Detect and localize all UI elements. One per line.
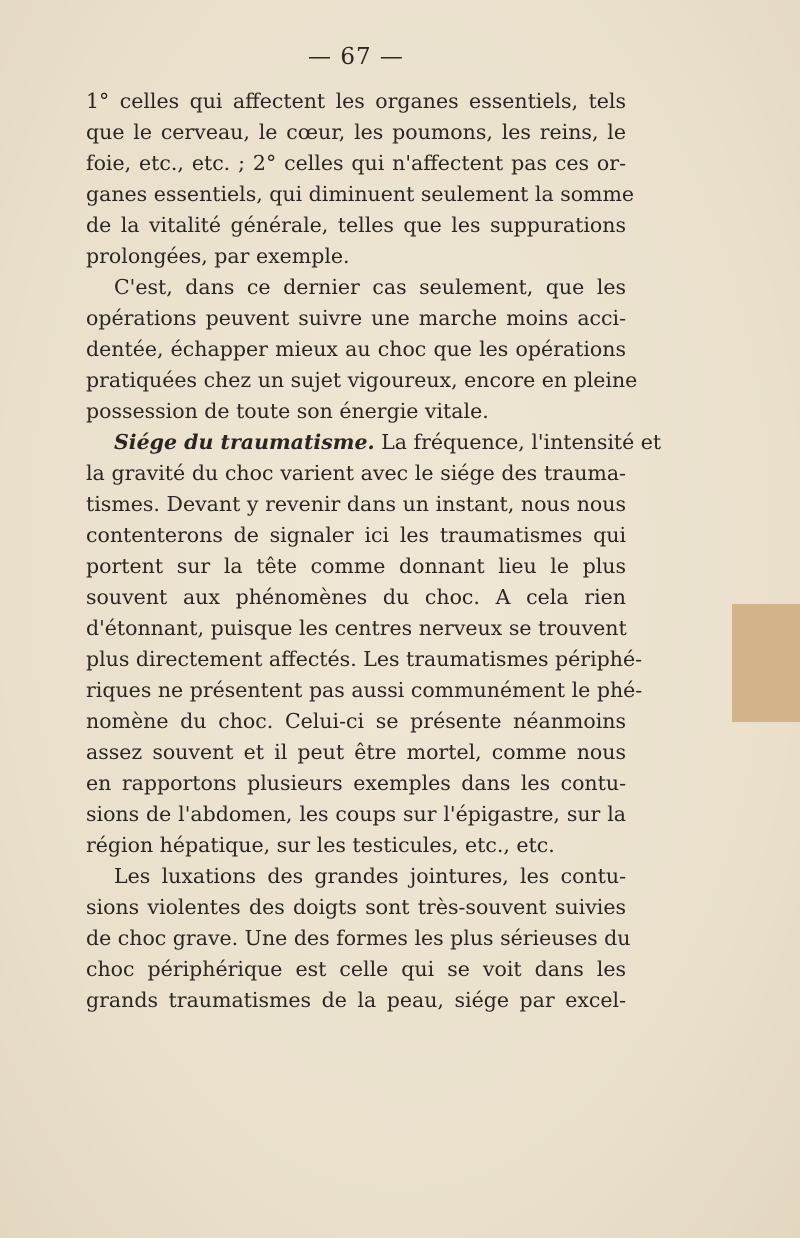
text-line: nomène du choc. Celui-ci se présente néanmoins bbox=[86, 709, 626, 733]
text-line: 1° celles qui affectent les organes essentiels, tels bbox=[86, 89, 626, 113]
text-line: portent sur la tête comme donnant lieu le plus bbox=[86, 554, 626, 578]
text-line: ganes essentiels, qui diminuent seulement la somme bbox=[86, 182, 635, 206]
text-line: dentée, échapper mieux au choc que les opérations bbox=[86, 337, 626, 361]
text-line: de la vitalité générale, telles que les suppurations bbox=[86, 213, 626, 237]
text-line: C'est, dans ce dernier cas seulement, que les bbox=[114, 275, 626, 299]
text-line: riques ne présentent pas aussi communément le phé- bbox=[86, 678, 643, 702]
text-line: sions violentes des doigts sont très-souvent suivies bbox=[86, 895, 626, 919]
text-line: tismes. Devant y revenir dans un instant, nous nous bbox=[86, 492, 626, 516]
text-line: que le cerveau, le cœur, les poumons, les reins, le bbox=[86, 120, 626, 144]
text-line: plus directement affectés. Les traumatismes périphé- bbox=[86, 647, 643, 671]
text-line: contenterons de signaler ici les traumatismes qui bbox=[86, 523, 626, 547]
text-line: prolongées, par exemple. bbox=[86, 244, 350, 268]
section-heading: Siége du traumatisme. bbox=[114, 430, 375, 454]
text-line: possession de toute son énergie vitale. bbox=[86, 399, 489, 423]
text-line: sions de l'abdomen, les coups sur l'épigastre, sur la bbox=[86, 802, 626, 826]
body-text bbox=[86, 86, 662, 1016]
text-line: Les luxations des grandes jointures, les contu- bbox=[114, 864, 626, 888]
text-line: pratiquées chez un sujet vigoureux, encore en pleine bbox=[86, 368, 638, 392]
text-line bbox=[86, 427, 662, 458]
text-line: d'étonnant, puisque les centres nerveux se trouvent bbox=[86, 616, 627, 640]
text-line: en rapportons plusieurs exemples dans les contu- bbox=[86, 771, 626, 795]
text-line: souvent aux phénomènes du choc. A cela rien bbox=[86, 585, 626, 609]
text-line: opérations peuvent suivre une marche moins acci- bbox=[86, 306, 626, 330]
text-line: choc périphérique est celle qui se voit dans les bbox=[86, 957, 626, 981]
text-line-rest: La fréquence, l'intensité et bbox=[374, 430, 662, 454]
text-line: grands traumatismes de la peau, siége par excel- bbox=[86, 988, 626, 1012]
page-number: — 67 — bbox=[308, 44, 404, 70]
text-line: région hépatique, sur les testicules, etc., etc. bbox=[86, 833, 555, 857]
paper-stain bbox=[732, 604, 800, 722]
text-line: la gravité du choc varient avec le siége des trauma- bbox=[86, 461, 626, 485]
text-line: foie, etc., etc. ; 2° celles qui n'affectent pas ces or- bbox=[86, 151, 626, 175]
text-line: assez souvent et il peut être mortel, comme nous bbox=[86, 740, 626, 764]
text-line: de choc grave. Une des formes les plus sérieuses du bbox=[86, 926, 631, 950]
